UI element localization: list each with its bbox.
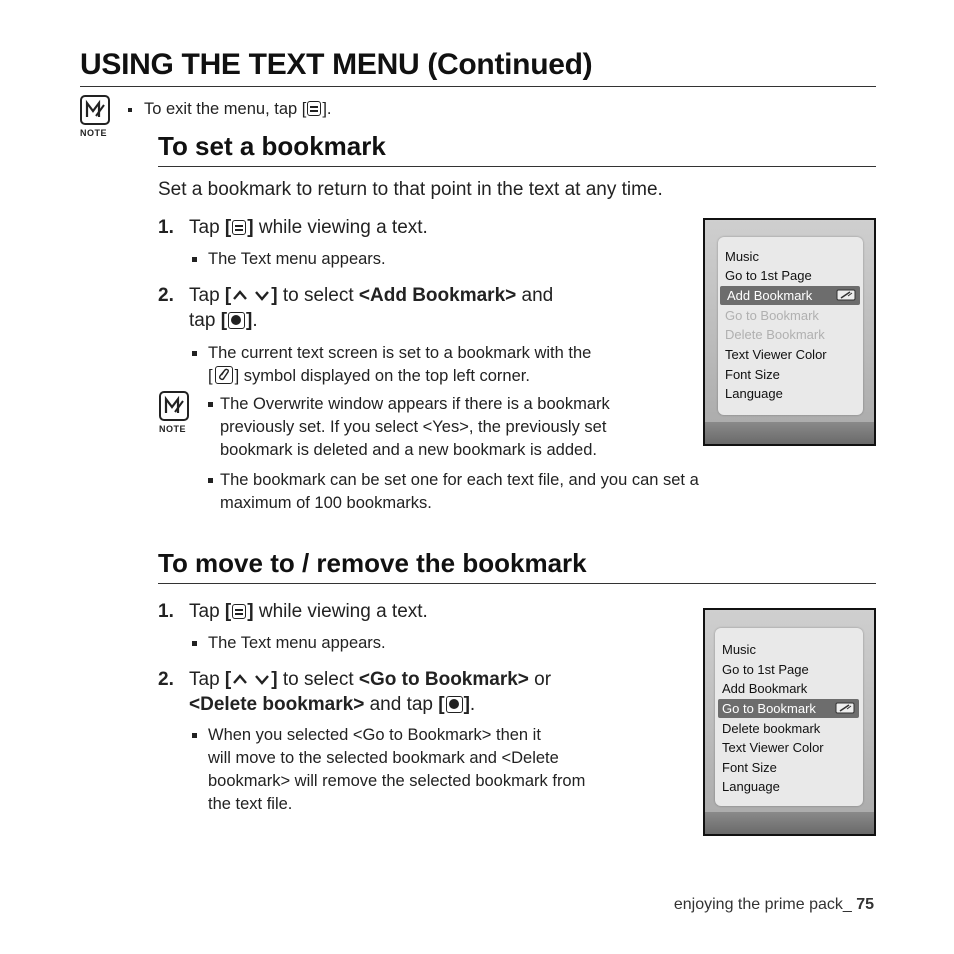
up-down-arrow-icon <box>231 672 271 686</box>
section1-intro: Set a bookmark to return to that point in the text at any time. <box>158 179 663 200</box>
select-button-icon <box>446 696 463 713</box>
section-heading-set-bookmark: To set a bookmark <box>158 131 386 161</box>
bookmark-symbol-icon <box>215 366 233 384</box>
bookmark-pencil-icon <box>835 701 855 715</box>
section1-rule <box>158 166 876 167</box>
s1-note-bullet-2: The bookmark can be set one for each text file, and you can set a maximum of 100 bookmarks. <box>208 469 828 515</box>
select-button-icon <box>228 312 245 329</box>
menu-item-text-viewer-color[interactable]: Text Viewer Color <box>722 740 824 755</box>
menu-item-language[interactable]: Language <box>725 386 783 401</box>
s1-note-bullet-1: The Overwrite window appears if there is a bookmark previously set. If you select <Yes>, the previously set bookmark is deleted and a new bookmark is added. <box>208 393 708 463</box>
s2-step2-bullet: When you selected <Go to Bookmark> then it will move to the selected bookmark and <Delete bookmark> will remove the selected bookmark from the text file. <box>192 724 692 818</box>
menu-item-add-bookmark[interactable]: Add Bookmark <box>720 286 860 305</box>
menu-item-music[interactable]: Music <box>722 642 756 657</box>
menu-item-go-to-bookmark[interactable]: Go to Bookmark <box>725 308 819 323</box>
device-screen-go-to-bookmark <box>703 608 876 836</box>
up-down-arrow-icon <box>231 288 271 302</box>
menu-item-text-viewer-color[interactable]: Text Viewer Color <box>725 347 827 362</box>
page-number: 75 <box>856 896 874 913</box>
top-note-bullet: To exit the menu, tap [ ]. <box>128 98 528 122</box>
menu-item-go-to-1st-page[interactable]: Go to 1st Page <box>722 662 809 677</box>
menu-item-language[interactable]: Language <box>722 779 780 794</box>
menu-key-icon <box>232 220 246 235</box>
menu-key-icon <box>307 101 321 116</box>
page-title: USING THE TEXT MENU (Continued) <box>80 48 593 81</box>
note-label: NOTE <box>80 128 108 138</box>
text-menu-panel <box>715 628 863 806</box>
s1-step2: 2. Tap [ ] to select <Add Bookmark> and tap [ ]. <box>158 285 554 331</box>
s1-step1: 1. Tap [ ] while viewing a text. <box>158 217 428 238</box>
menu-item-font-size[interactable]: Font Size <box>722 760 777 775</box>
text-menu-panel <box>718 237 863 415</box>
page-footer <box>674 896 874 914</box>
device-screen-add-bookmark <box>703 218 876 446</box>
menu-key-icon <box>232 604 246 619</box>
menu-item-music[interactable]: Music <box>725 249 759 264</box>
menu-item-delete-bookmark[interactable]: Delete bookmark <box>722 721 821 736</box>
s1-step1-bullet: The Text menu appears. <box>192 248 672 272</box>
bookmark-pencil-icon <box>836 288 856 302</box>
menu-item-go-to-bookmark[interactable]: Go to Bookmark <box>718 699 859 718</box>
title-rule <box>80 86 876 87</box>
top-note-text: To exit the menu, tap [ <box>144 100 307 118</box>
section2-rule <box>158 583 876 584</box>
menu-item-add-bookmark[interactable]: Add Bookmark <box>722 681 808 696</box>
s2-step2: 2. Tap [ ] to select <Go to Bookmark> or <Delete bookmark> and tap [ ]. <box>158 669 552 715</box>
note-icon <box>80 95 110 125</box>
menu-item-font-size[interactable]: Font Size <box>725 367 780 382</box>
menu-item-delete-bookmark[interactable]: Delete Bookmark <box>725 327 825 342</box>
note-icon <box>159 391 189 421</box>
menu-item-go-to-1st-page[interactable]: Go to 1st Page <box>725 268 812 283</box>
s2-step1-bullet: The Text menu appears. <box>192 632 672 656</box>
note-label: NOTE <box>159 424 187 434</box>
section-heading-move-remove-bookmark: To move to / remove the bookmark <box>158 548 587 578</box>
footer-text: enjoying the prime pack_ <box>673 896 857 913</box>
s2-step1: 1. Tap [ ] while viewing a text. <box>158 601 428 622</box>
s1-step2-bullet: The current text screen is set to a bookmark with the [ ] symbol displayed on the top left corner. <box>192 342 692 390</box>
